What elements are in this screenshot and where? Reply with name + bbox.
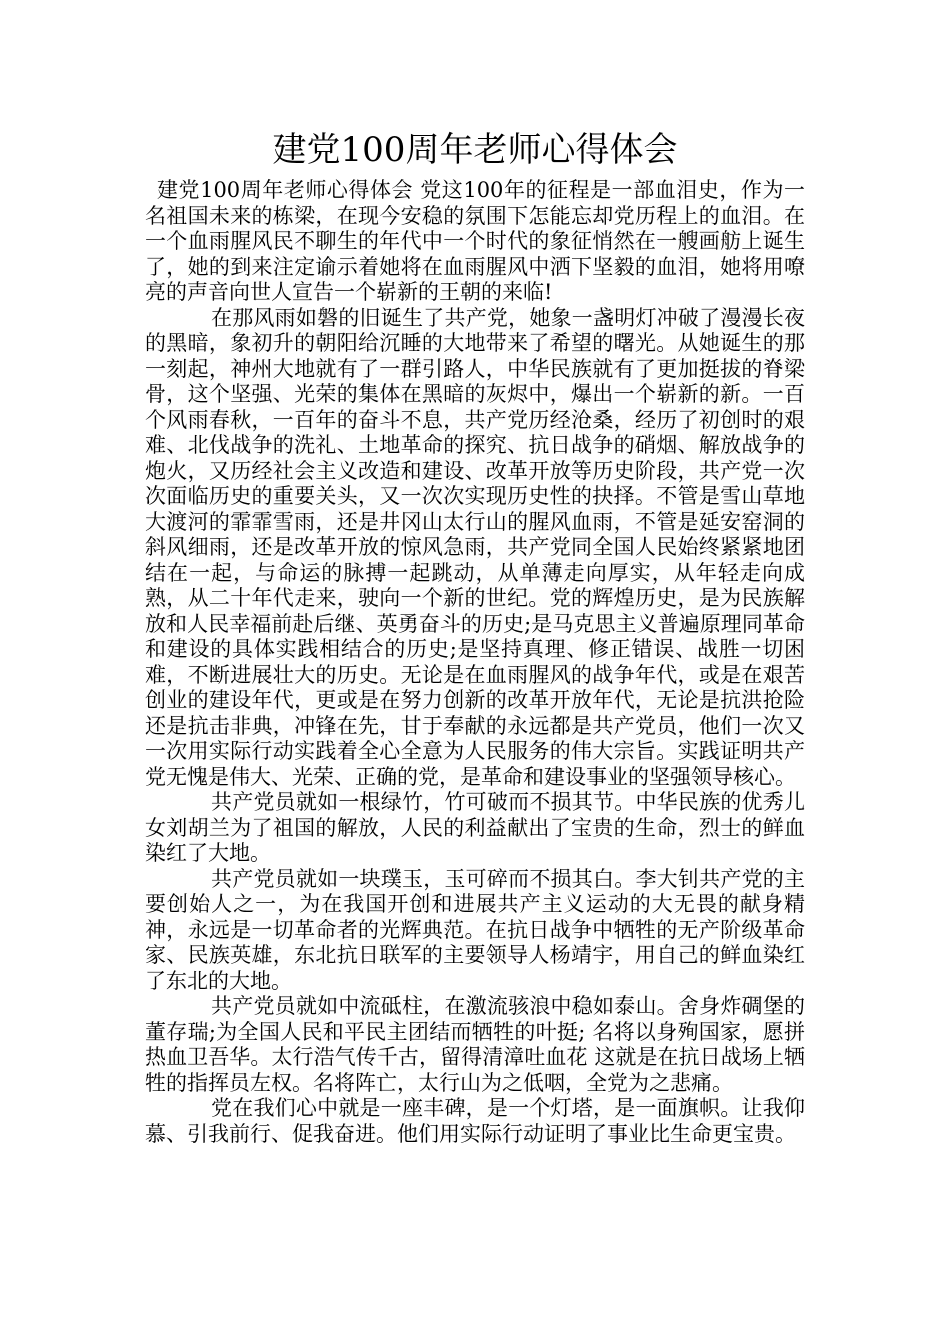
document-page	[145, 128, 805, 1147]
paragraph-5: 共产党员就如中流砥柱，在激流骇浪中稳如泰山。舍身炸碉堡的董存瑞;为全国人民和平民主团结而牺牲的叶挺; 名将以身殉国家，愿拼热血卫吾华。太行浩气传千古，留得清漳吐血花 这就是在抗日战场上牺牲的指挥员左权。名将阵亡，太行山为之低咽，全党为之悲痛。	[145, 994, 805, 1095]
paragraph-2: 在那风雨如磐的旧诞生了共产党，她象一盏明灯冲破了漫漫长夜的黑暗，象初升的朝阳给沉睡的大地带来了希望的曙光。从她诞生的那一刻起，神州大地就有了一群引路人，中华民族就有了更加挺拔的脊梁骨，这个坚强、光荣的集体在黑暗的灰烬中，爆出一个崭新的新。一百个风雨春秋，一百年的奋斗不息，共产党历经沧桑，经历了初创时的艰难、北伐战争的洗礼、土地革命的探究、抗日战争的硝烟、解放战争的炮火，又历经社会主义改造和建设、改革开放等历史阶段，共产党一次次面临历史的重要关头，又一次次实现历史性的抉择。不管是雪山草地大渡河的霏霏雪雨，还是井冈山太行山的腥风血雨，不管是延安窑洞的斜风细雨，还是改革开放的惊风急雨，共产党同全国人民始终紧紧地团结在一起，与命运的脉搏一起跳动，从单薄走向厚实，从年轻走向成熟，从二十年代走来，驶向一个新的世纪。党的辉煌历史，是为民族解放和人民幸福前赴后继、英勇奋斗的历史;是马克思主义普遍原理同革命和建设的具体实践相结合的历史;是坚持真理、修正错误、战胜一切困难，不断进展壮大的历史。无论是在血雨腥风的战争年代，或是在艰苦创业的建设年代，更或是在努力创新的改革开放年代，无论是抗洪抢险还是抗击非典，冲锋在先，甘于奉献的永远都是共产党员，他们一次又一次用实际行动实践着全心全意为人民服务的伟大宗旨。实践证明共产党无愧是伟大、光荣、正确的党，是革命和建设事业的坚强领导核心。	[145, 305, 805, 789]
paragraph-6: 党在我们心中就是一座丰碑，是一个灯塔，是一面旗帜。让我仰慕、引我前行、促我奋进。他们用实际行动证明了事业比生命更宝贵。	[145, 1096, 805, 1146]
page-title: 建党100周年老师心得体会	[272, 130, 678, 170]
paragraph-1: 建党100周年老师心得体会 党这100年的征程是一部血泪史，作为一名祖国未来的栋梁，在现今安稳的氛围下怎能忘却党历程上的血泪。在一个血雨腥风民不聊生的年代中一个时代的象征悄然在一艘画舫上诞生了，她的到来注定谕示着她将在血雨腥风中洒下坚毅的血泪，她将用嘹亮的声音向世人宣告一个崭新的王朝的来临!	[145, 178, 805, 304]
paragraph-3: 共产党员就如一根绿竹，竹可破而不损其节。中华民族的优秀儿女刘胡兰为了祖国的解放，人民的利益献出了宝贵的生命，烈士的鲜血染红了大地。	[145, 790, 805, 865]
paragraph-4: 共产党员就如一块璞玉，玉可碎而不损其白。李大钊共产党的主要创始人之一，为在我国开创和进展共产主义运动的大无畏的献身精神，永远是一切革命者的光辉典范。在抗日战争中牺牲的无产阶级革命家、民族英雄，东北抗日联军的主要领导人杨靖宇，用自己的鲜血染红了东北的大地。	[145, 866, 805, 993]
